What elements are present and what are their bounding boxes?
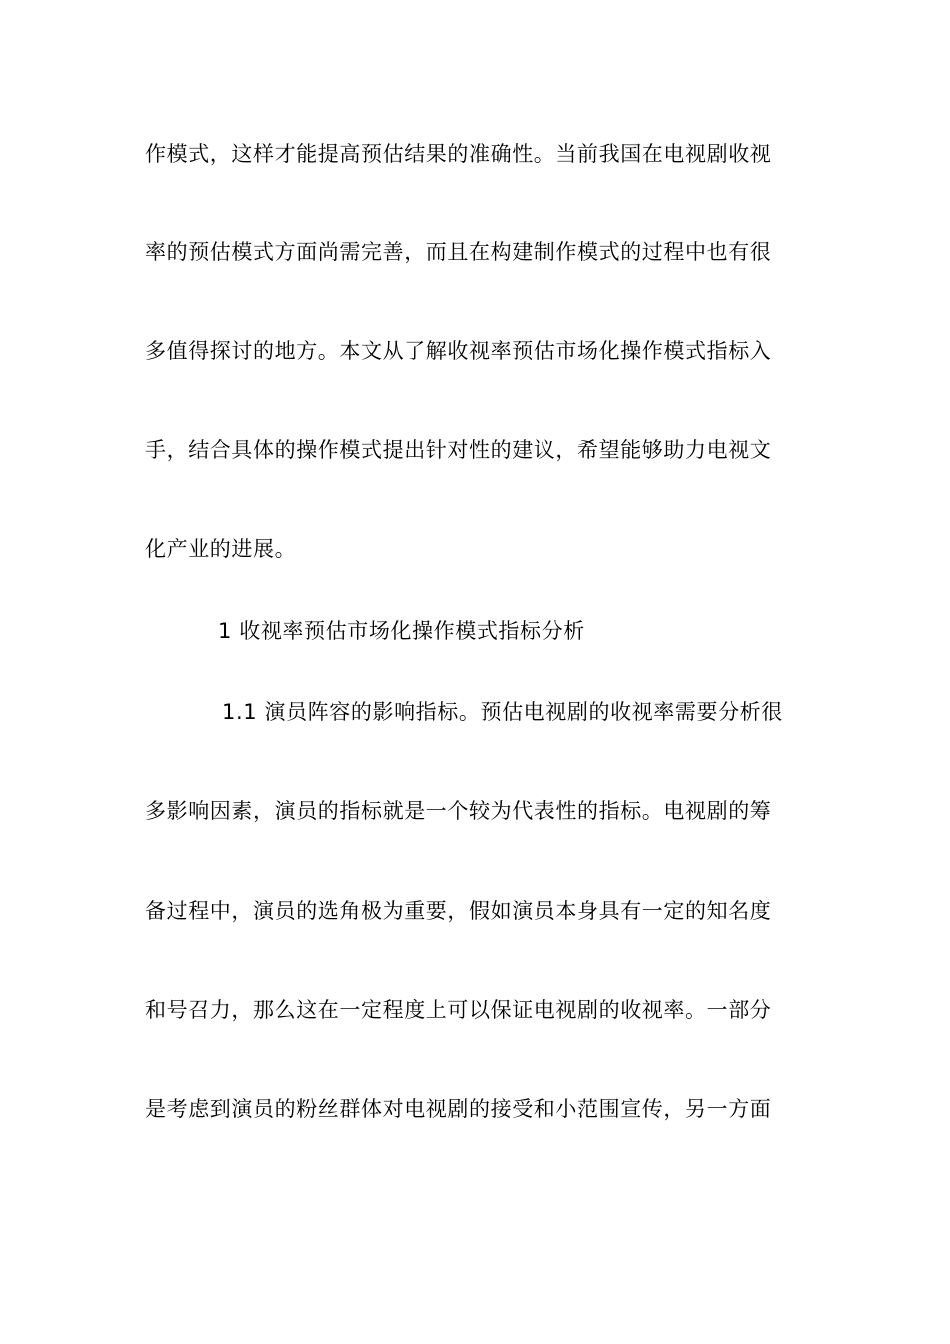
- paragraph-line: 备过程中，演员的选角极为重要，假如演员本身具有一定的知名度: [145, 899, 772, 923]
- paragraph-line: 多影响因素，演员的指标就是一个较为代表性的指标。电视剧的筹: [145, 799, 772, 823]
- paragraph-line: 是考虑到演员的粉丝群体对电视剧的接受和小范围宣传，另一方面: [145, 1097, 772, 1121]
- paragraph-line: 多值得探讨的地方。本文从了解收视率预估市场化操作模式指标入: [145, 339, 772, 363]
- paragraph-line: 手，结合具体的操作模式提出针对性的建议，希望能够助力电视文: [145, 438, 772, 462]
- subsection-first-line: 1.1 演员阵容的影响指标。预估电视剧的收视率需要分析很: [222, 700, 783, 724]
- paragraph-line: 作模式，这样才能提高预估结果的准确性。当前我国在电视剧收视: [145, 142, 772, 166]
- paragraph-line: 化产业的进展。: [145, 537, 297, 561]
- paragraph-line: 率的预估模式方面尚需完善，而且在构建制作模式的过程中也有很: [145, 240, 772, 264]
- paragraph-line: 和号召力，那么这在一定程度上可以保证电视剧的收视率。一部分: [145, 998, 772, 1022]
- section-heading: 1 收视率预估市场化操作模式指标分析: [218, 619, 585, 643]
